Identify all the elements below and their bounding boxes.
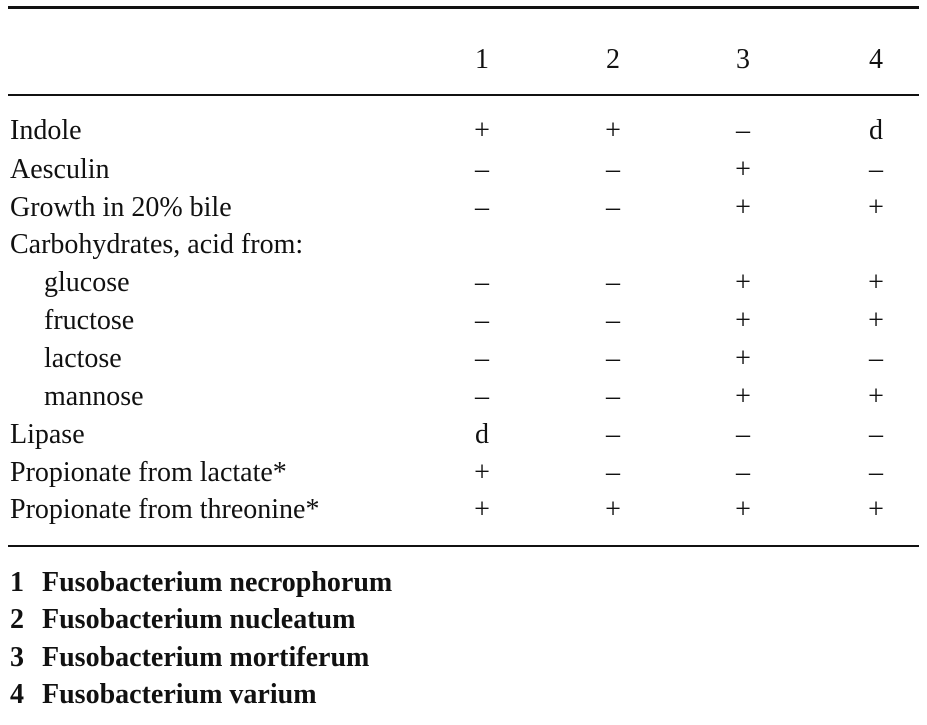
header-rule — [8, 94, 919, 96]
legend-species: Fusobacterium nucleatum — [42, 604, 356, 635]
legend-item — [10, 601, 355, 639]
table-cell: – — [869, 343, 883, 374]
table-cell: – — [736, 457, 750, 488]
column-header: 1 — [475, 44, 489, 75]
table-row — [0, 378, 927, 416]
table-cell: + — [474, 115, 490, 146]
table-cell: – — [869, 419, 883, 450]
table-row — [0, 226, 927, 264]
table-cell: – — [736, 419, 750, 450]
table-cell: – — [606, 343, 620, 374]
table-row — [0, 491, 927, 529]
table-row — [0, 151, 927, 189]
legend-item — [10, 639, 369, 677]
table-cell: – — [606, 305, 620, 336]
row-label: fructose — [44, 305, 135, 336]
top-rule — [8, 6, 919, 9]
table-row — [0, 112, 927, 150]
row-label: Aesculin — [10, 154, 110, 185]
table-cell: – — [475, 154, 489, 185]
column-header: 2 — [606, 44, 620, 75]
table-cell: + — [735, 267, 751, 298]
table-cell: – — [475, 192, 489, 223]
table-row — [0, 264, 927, 302]
table-cell: + — [474, 457, 490, 488]
table-row — [0, 340, 927, 378]
row-label: lactose — [44, 343, 122, 374]
header-row — [0, 41, 927, 79]
table-row — [0, 189, 927, 227]
row-label: Carbohydrates, acid from: — [10, 229, 304, 260]
table-row — [0, 416, 927, 454]
table-cell: – — [606, 267, 620, 298]
table-cell: – — [475, 305, 489, 336]
table-cell: – — [606, 154, 620, 185]
table-cell: – — [869, 457, 883, 488]
legend-item — [10, 676, 317, 714]
table-cell: – — [736, 115, 750, 146]
row-label: Propionate from lactate* — [10, 457, 287, 488]
table-cell: + — [605, 494, 621, 525]
row-label: Lipase — [10, 419, 85, 450]
table-cell: + — [735, 305, 751, 336]
legend-species: Fusobacterium varium — [42, 679, 317, 710]
table-cell: + — [868, 267, 884, 298]
table-cell: + — [735, 154, 751, 185]
table-cell: – — [606, 457, 620, 488]
table-cell: + — [868, 381, 884, 412]
row-label: glucose — [44, 267, 130, 298]
row-label: Growth in 20% bile — [10, 192, 232, 223]
table-cell: d — [475, 419, 489, 450]
row-label: mannose — [44, 381, 144, 412]
table-cell: – — [475, 343, 489, 374]
table-cell: + — [735, 494, 751, 525]
table-cell: – — [475, 381, 489, 412]
table-cell: + — [868, 305, 884, 336]
column-header: 3 — [736, 44, 750, 75]
legend-number: 4 — [10, 679, 24, 710]
table-cell: + — [735, 343, 751, 374]
table-cell: – — [606, 419, 620, 450]
legend-number: 2 — [10, 604, 24, 635]
table-cell: + — [735, 381, 751, 412]
row-label: Indole — [10, 115, 82, 146]
table-cell: d — [869, 115, 883, 146]
legend-number: 3 — [10, 642, 24, 673]
table-cell: + — [605, 115, 621, 146]
table-cell: + — [735, 192, 751, 223]
legend-species: Fusobacterium mortiferum — [42, 642, 370, 673]
legend-number: 1 — [10, 567, 24, 598]
legend-species: Fusobacterium necrophorum — [42, 567, 393, 598]
legend-item — [10, 564, 392, 602]
table-cell: + — [474, 494, 490, 525]
column-header: 4 — [869, 44, 883, 75]
row-label: Propionate from threonine* — [10, 494, 320, 525]
table-row — [0, 302, 927, 340]
table-cell: – — [869, 154, 883, 185]
table-row — [0, 454, 927, 492]
table-cell: + — [868, 494, 884, 525]
table-cell: – — [606, 192, 620, 223]
bottom-rule — [8, 545, 919, 547]
table-cell: – — [475, 267, 489, 298]
table-cell: – — [606, 381, 620, 412]
table-cell: + — [868, 192, 884, 223]
